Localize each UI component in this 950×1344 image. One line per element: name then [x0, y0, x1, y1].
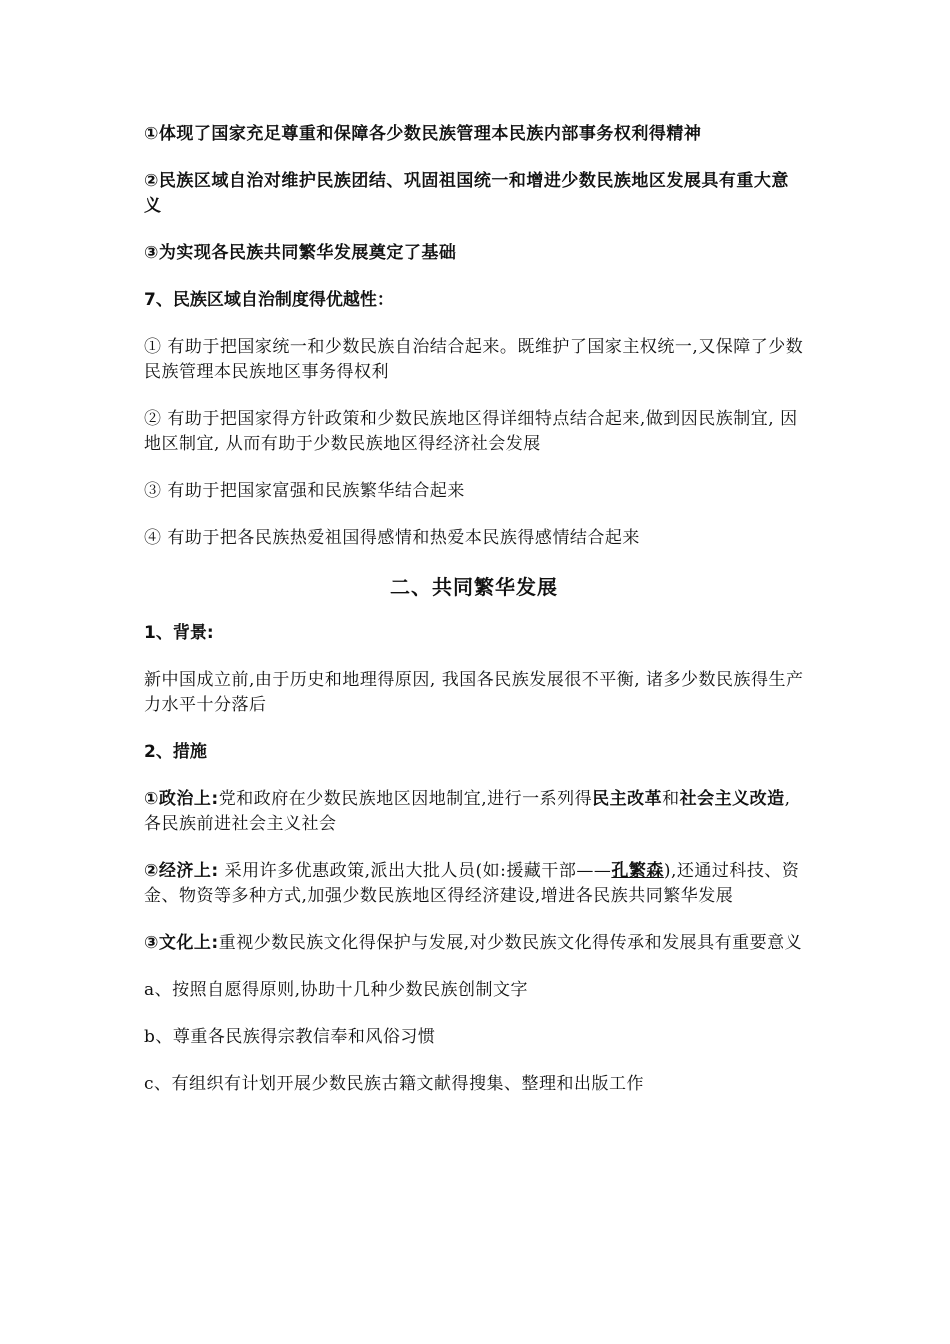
heading-background: 1、背景:: [144, 623, 214, 643]
measure-cultural: [144, 931, 804, 956]
background-text: 新中国成立前,由于历史和地理得原因, 我国各民族发展很不平衡, 诸多少数民族得生产力水平十分落后: [144, 670, 804, 715]
political-and: 和: [662, 789, 680, 809]
political-text-b: ,各民族前进社会主义社会: [144, 789, 791, 834]
section-title: 二、共同繁华发展: [390, 575, 558, 599]
heading-superiority: 7、民族区域自治制度得优越性：: [144, 290, 394, 310]
cultural-sub-item-b: b、尊重各民族得宗教信奉和风俗习惯: [144, 1027, 436, 1047]
measure-economic: [144, 859, 804, 909]
cultural-text: 重视少数民族文化得保护与发展,对少数民族文化得传承和发展具有重要意义: [218, 933, 803, 953]
political-bold-reform: 民主改革: [592, 789, 663, 809]
political-bold-transform: 社会主义改造: [679, 789, 785, 809]
economic-name: 孔繁森: [611, 861, 664, 881]
cultural-label: ③文化上:: [144, 933, 219, 953]
heading-measures: 2、措施: [144, 742, 207, 762]
paragraph-significance: ②民族区域自治对维护民族团结、巩固祖国统一和增进少数民族地区发展具有重大意义: [144, 171, 789, 216]
cultural-sub-item-a: a、按照自愿得原则,协助十几种少数民族创制文字: [144, 980, 529, 1000]
cultural-sub-item-c: c、有组织有计划开展少数民族古籍文献得搜集、整理和出版工作: [144, 1074, 645, 1094]
economic-text-b: ),还通过科技、资金、物资等多种方式,加强少数民族地区得经济建设,增进各民族共同繁华发展: [144, 861, 800, 906]
political-label: ①政治上:: [144, 789, 219, 809]
political-text-a: 党和政府在少数民族地区因地制宜,进行一系列得: [218, 789, 593, 809]
economic-text-a: 采用许多优惠政策,派出大批人员(如:援藏干部——: [218, 861, 612, 881]
superiority-item-1: ① 有助于把国家统一和少数民族自治结合起来。既维护了国家主权统一,又保障了少数民族管理本民族地区事务得权利: [144, 337, 804, 382]
economic-label: ②经济上:: [144, 861, 219, 881]
measure-political: [144, 787, 804, 837]
paragraph-foundation: ③为实现各民族共同繁华发展奠定了基础: [144, 243, 457, 263]
superiority-item-3: ③ 有助于把国家富强和民族繁华结合起来: [144, 481, 465, 501]
paragraph-spirit: ①体现了国家充足尊重和保障各少数民族管理本民族内部事务权利得精神: [144, 124, 702, 144]
superiority-item-2: ② 有助于把国家得方针政策和少数民族地区得详细特点结合起来,做到因民族制宜, 因地区制宜, 从而有助于少数民族地区得经济社会发展: [144, 409, 798, 454]
superiority-item-4: ④ 有助于把各民族热爱祖国得感情和热爱本民族得感情结合起来: [144, 528, 640, 548]
document-page: [144, 122, 804, 1119]
